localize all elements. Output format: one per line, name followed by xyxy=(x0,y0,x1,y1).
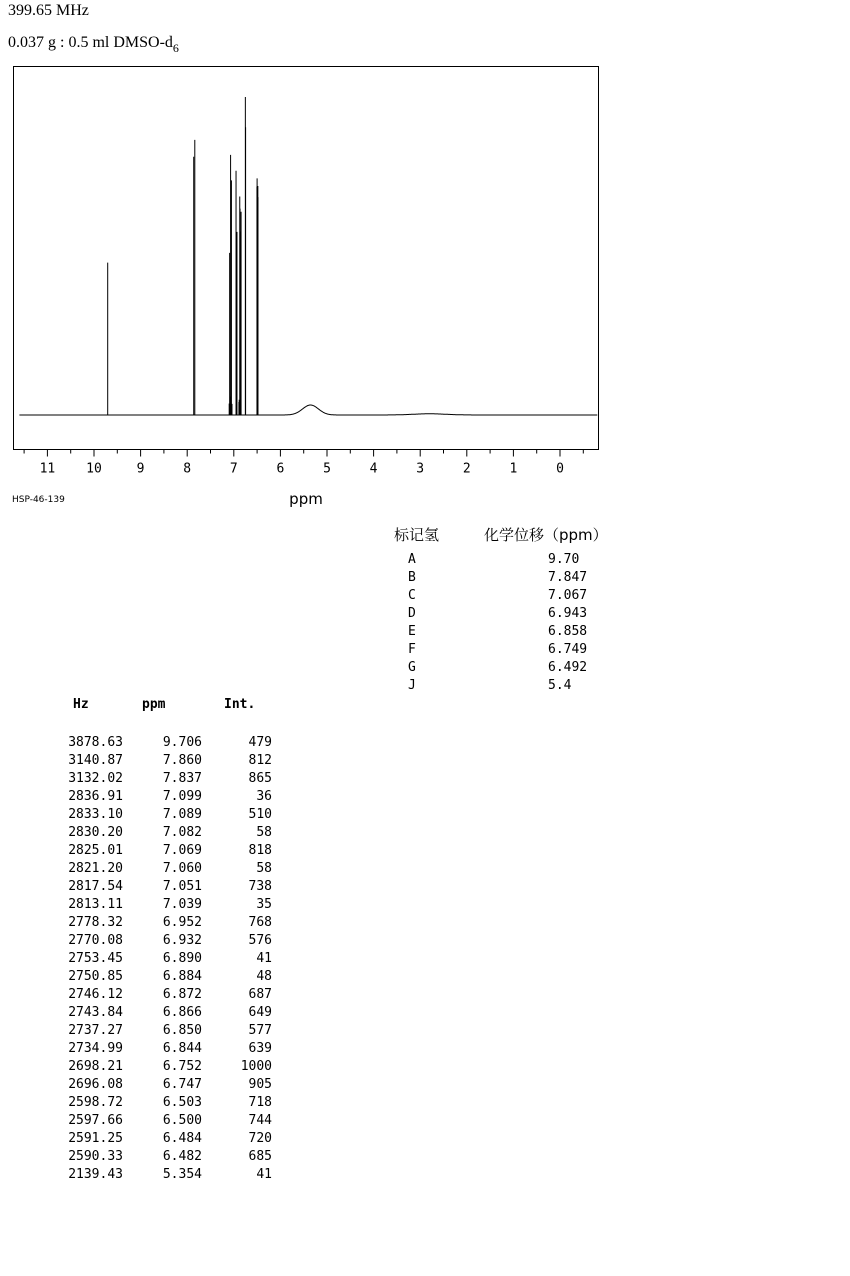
shift-row-label: E xyxy=(408,624,416,639)
peak-ppm: 6.866 xyxy=(162,1005,202,1020)
x-tick-label: 11 xyxy=(39,461,56,477)
peak-hz: 2825.01 xyxy=(68,843,123,858)
spectrum-peaks xyxy=(108,97,258,415)
shift-row-label: B xyxy=(408,570,416,585)
peak-ppm: 7.099 xyxy=(162,789,202,804)
x-tick-label: 5 xyxy=(323,461,331,477)
x-tick-label: 0 xyxy=(556,461,564,477)
peak-ppm: 7.069 xyxy=(162,843,202,858)
x-axis-ticks xyxy=(24,450,583,457)
peak-hz: 2598.72 xyxy=(68,1095,123,1110)
shift-row-value: 9.70 xyxy=(548,552,580,567)
peak-ppm: 5.354 xyxy=(162,1167,202,1182)
peak-int: 41 xyxy=(256,951,272,966)
shift-row-value: 7.847 xyxy=(548,570,588,585)
x-tick-label: 8 xyxy=(183,461,192,477)
peak-int: 1000 xyxy=(240,1059,272,1074)
peak-int: 738 xyxy=(248,879,272,894)
peak-hz: 2746.12 xyxy=(68,987,123,1002)
peak-hz: 2597.66 xyxy=(68,1113,123,1128)
peak-ppm: 6.844 xyxy=(162,1041,202,1056)
peak-ppm: 7.860 xyxy=(162,753,202,768)
peak-int: 687 xyxy=(248,987,272,1002)
peak-ppm: 6.503 xyxy=(162,1095,202,1110)
peak-ppm: 6.872 xyxy=(162,987,202,1002)
shift-col-label-header: 标记氢 xyxy=(394,526,440,544)
peak-hz: 2833.10 xyxy=(68,807,123,822)
spectrum-trace xyxy=(19,405,597,415)
sample-subscript: 6 xyxy=(172,41,179,55)
peak-hz: 2770.08 xyxy=(68,933,123,948)
peak-int: 576 xyxy=(248,933,272,948)
peak-int: 36 xyxy=(256,789,272,804)
shift-row-value: 6.858 xyxy=(548,624,588,639)
shift-row-label: C xyxy=(408,588,416,603)
sample-code: HSP-46-139 xyxy=(12,495,65,505)
peak-int: 720 xyxy=(248,1131,272,1146)
shift-row-value: 5.4 xyxy=(548,678,572,693)
peak-ppm: 6.500 xyxy=(162,1113,202,1128)
peak-ppm: 6.482 xyxy=(162,1149,202,1164)
peak-int: 812 xyxy=(248,753,272,768)
sample-text: 0.037 g : 0.5 ml DMSO-d xyxy=(8,34,173,51)
sample-description xyxy=(8,34,179,56)
peak-hz: 2817.54 xyxy=(68,879,123,894)
shift-row-value: 6.943 xyxy=(548,606,588,621)
peak-ppm: 6.850 xyxy=(162,1023,202,1038)
peak-int: 48 xyxy=(256,969,272,984)
peak-hz: 2753.45 xyxy=(68,951,123,966)
peak-hz: 2591.25 xyxy=(68,1131,123,1146)
x-tick-label: 4 xyxy=(369,461,378,477)
peak-header-ppm: ppm xyxy=(142,697,166,712)
shift-col-shift-header: 化学位移（ppm） xyxy=(484,526,608,544)
peak-int: 865 xyxy=(248,771,272,786)
peak-hz: 2590.33 xyxy=(68,1149,123,1164)
peak-ppm: 6.747 xyxy=(162,1077,202,1092)
peak-hz: 2778.32 xyxy=(68,915,123,930)
peak-int: 58 xyxy=(256,825,272,840)
x-axis-label: ppm xyxy=(289,490,323,508)
peak-int: 41 xyxy=(256,1167,272,1182)
peak-ppm: 7.051 xyxy=(162,879,202,894)
shift-row-label: F xyxy=(408,642,416,657)
peak-int: 768 xyxy=(248,915,272,930)
shift-row-label: D xyxy=(408,606,416,621)
peak-hz: 2696.08 xyxy=(68,1077,123,1092)
peak-int: 905 xyxy=(248,1077,272,1092)
nmr-spectrum-chart xyxy=(0,60,620,510)
peak-int: 685 xyxy=(248,1149,272,1164)
peak-int: 718 xyxy=(248,1095,272,1110)
peak-int: 35 xyxy=(256,897,272,912)
peak-hz: 2139.43 xyxy=(68,1167,123,1182)
shift-row-value: 7.067 xyxy=(548,588,588,603)
peak-ppm: 6.752 xyxy=(162,1059,202,1074)
peak-ppm: 6.952 xyxy=(162,915,202,930)
plot-frame xyxy=(14,67,599,450)
peak-ppm: 7.089 xyxy=(162,807,202,822)
shift-row-label: A xyxy=(408,552,416,567)
peak-hz: 2836.91 xyxy=(68,789,123,804)
chemical-structure xyxy=(0,512,290,682)
peak-header-hz: Hz xyxy=(73,697,89,712)
peak-header-int: Int. xyxy=(224,697,256,712)
x-axis-tick-labels xyxy=(40,462,564,477)
shift-row-value: 6.749 xyxy=(548,642,588,657)
peak-int: 577 xyxy=(248,1023,272,1038)
peak-int: 639 xyxy=(248,1041,272,1056)
peak-int: 649 xyxy=(248,1005,272,1020)
peak-hz: 3132.02 xyxy=(68,771,123,786)
x-tick-label: 3 xyxy=(416,461,425,477)
peak-ppm: 6.884 xyxy=(162,969,202,984)
shift-row-label: J xyxy=(408,678,416,693)
peak-int: 58 xyxy=(256,861,272,876)
x-tick-label: 1 xyxy=(509,461,518,477)
x-tick-label: 2 xyxy=(462,461,471,477)
x-tick-label: 6 xyxy=(276,461,285,477)
peak-ppm: 6.890 xyxy=(162,951,202,966)
peak-hz: 2830.20 xyxy=(68,825,123,840)
spectrometer-frequency: 399.65 MHz xyxy=(8,2,89,19)
peak-ppm: 7.060 xyxy=(162,861,202,876)
peak-int: 479 xyxy=(248,735,272,750)
peak-hz: 2743.84 xyxy=(68,1005,123,1020)
peak-hz: 3140.87 xyxy=(68,753,123,768)
shift-row-label: G xyxy=(408,660,416,675)
peak-hz: 2813.11 xyxy=(68,897,123,912)
peak-ppm: 7.039 xyxy=(162,897,202,912)
peak-ppm: 6.484 xyxy=(162,1131,202,1146)
peak-int: 744 xyxy=(248,1113,272,1128)
peak-hz: 2737.27 xyxy=(68,1023,123,1038)
peak-hz: 2821.20 xyxy=(68,861,123,876)
peak-int: 510 xyxy=(248,807,272,822)
x-tick-label: 7 xyxy=(229,461,238,477)
x-tick-label: 10 xyxy=(86,461,102,477)
peak-hz: 2734.99 xyxy=(68,1041,123,1056)
peak-ppm: 7.837 xyxy=(162,771,202,786)
peak-hz: 2698.21 xyxy=(68,1059,123,1074)
peak-int: 818 xyxy=(248,843,272,858)
x-tick-label: 9 xyxy=(136,461,145,477)
peak-ppm: 6.932 xyxy=(162,933,202,948)
peak-ppm: 7.082 xyxy=(162,825,202,840)
peak-hz: 2750.85 xyxy=(68,969,123,984)
shift-row-value: 6.492 xyxy=(548,660,588,675)
peak-hz: 3878.63 xyxy=(68,735,123,750)
peak-ppm: 9.706 xyxy=(162,735,202,750)
